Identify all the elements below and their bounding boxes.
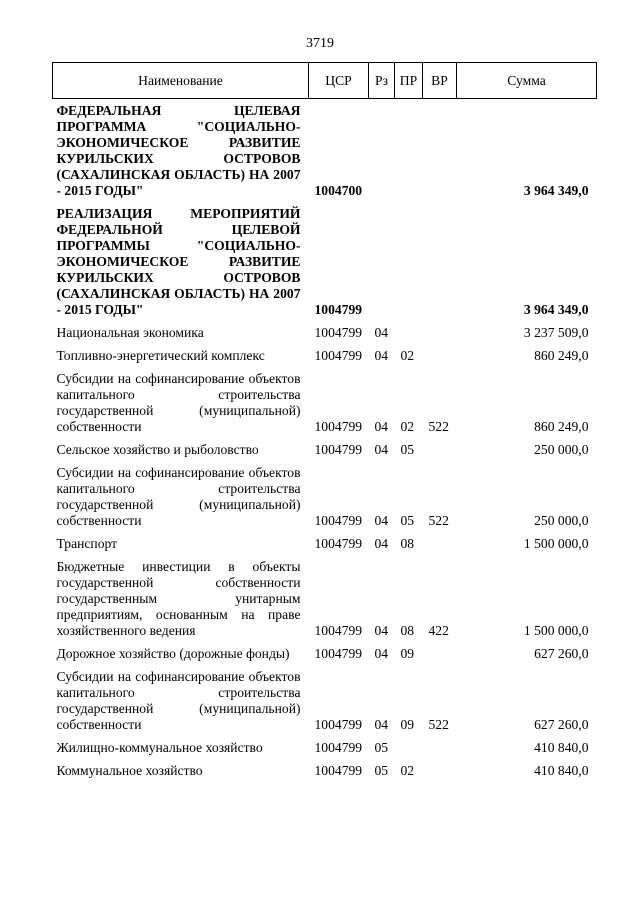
row-rz: 04 [374, 536, 389, 551]
budget-table [52, 62, 597, 779]
table-row [53, 199, 597, 318]
table-row [53, 639, 597, 662]
table-row [53, 756, 597, 779]
table-row [53, 662, 597, 733]
row-sum: 250 000,0 [534, 513, 589, 528]
row-csr: 1004799 [314, 513, 363, 528]
row-name: Субсидии на софинансирование объектов капитального строительства государственной (муниципальной) собственности [56, 371, 301, 434]
row-rz: 04 [374, 442, 389, 457]
row-pr [395, 99, 423, 200]
row-vr [423, 199, 457, 318]
row-sum: 1 500 000,0 [523, 623, 589, 638]
row-vr [423, 318, 457, 341]
row-pr: 02 [400, 763, 415, 778]
row-name: РЕАЛИЗАЦИЯ МЕРОПРИЯТИЙ ФЕДЕРАЛЬНОЙ ЦЕЛЕВОЙ ПРОГРАММЫ "СОЦИАЛЬНО-ЭКОНОМИЧЕСКОЕ РАЗВИТИЕ КУРИЛЬСКИХ ОСТРОВОВ (САХАЛИНСКАЯ ОБЛАСТЬ) НА 2007 - 2015 ГОДЫ" [56, 206, 301, 317]
row-sum: 1 500 000,0 [523, 536, 589, 551]
row-pr: 09 [400, 646, 415, 661]
row-sum: 3 237 509,0 [523, 325, 589, 340]
row-vr [423, 639, 457, 662]
row-pr: 05 [400, 513, 415, 528]
row-csr: 1004799 [314, 442, 363, 457]
row-sum: 860 249,0 [534, 348, 589, 363]
table-row [53, 318, 597, 341]
table-header [53, 63, 597, 99]
row-name: Коммунальное хозяйство [56, 763, 203, 778]
row-pr [395, 733, 423, 756]
row-csr: 1004700 [314, 183, 363, 198]
table-row [53, 552, 597, 639]
row-pr: 08 [400, 623, 415, 638]
row-sum: 627 260,0 [534, 646, 589, 661]
row-name: Транспорт [56, 536, 118, 551]
row-sum: 860 249,0 [534, 419, 589, 434]
header-pr: ПР [395, 63, 423, 99]
row-name: Субсидии на софинансирование объектов капитального строительства государственной (муниципальной) собственности [56, 669, 301, 732]
row-csr: 1004799 [314, 302, 363, 317]
row-vr [423, 435, 457, 458]
row-rz [369, 99, 395, 200]
header-vr: ВР [423, 63, 457, 99]
row-rz: 05 [374, 763, 389, 778]
table-row [53, 341, 597, 364]
row-vr: 422 [428, 623, 449, 638]
row-rz: 04 [374, 348, 389, 363]
table-row [53, 733, 597, 756]
row-rz: 04 [374, 646, 389, 661]
table-row [53, 435, 597, 458]
row-vr [423, 529, 457, 552]
row-name: Национальная экономика [56, 325, 204, 340]
page-number: 3719 [306, 36, 334, 51]
row-vr: 522 [428, 419, 449, 434]
row-csr: 1004799 [314, 348, 363, 363]
row-rz: 04 [374, 717, 389, 732]
row-pr [395, 318, 423, 341]
row-rz: 05 [374, 740, 389, 755]
row-sum: 410 840,0 [534, 740, 589, 755]
row-sum: 627 260,0 [534, 717, 589, 732]
header-name: Наименование [53, 63, 309, 99]
table-body [53, 99, 597, 780]
row-name: ФЕДЕРАЛЬНАЯ ЦЕЛЕВАЯ ПРОГРАММА "СОЦИАЛЬНО-ЭКОНОМИЧЕСКОЕ РАЗВИТИЕ КУРИЛЬСКИХ ОСТРОВОВ (САХАЛИНСКАЯ ОБЛАСТЬ) НА 2007 - 2015 ГОДЫ" [56, 103, 301, 198]
row-sum: 3 964 349,0 [523, 302, 589, 317]
table-row [53, 458, 597, 529]
header-csr: ЦСР [309, 63, 369, 99]
row-csr: 1004799 [314, 646, 363, 661]
row-csr: 1004799 [314, 717, 363, 732]
row-csr: 1004799 [314, 325, 363, 340]
row-sum: 3 964 349,0 [523, 183, 589, 198]
header-rz: Рз [369, 63, 395, 99]
row-csr: 1004799 [314, 419, 363, 434]
row-name: Сельское хозяйство и рыболовство [56, 442, 259, 457]
row-rz [369, 199, 395, 318]
row-rz: 04 [374, 623, 389, 638]
row-csr: 1004799 [314, 740, 363, 755]
row-pr: 02 [400, 348, 415, 363]
row-sum: 250 000,0 [534, 442, 589, 457]
row-name: Субсидии на софинансирование объектов капитального строительства государственной (муниципальной) собственности [56, 465, 301, 528]
row-sum: 410 840,0 [534, 763, 589, 778]
row-vr [423, 341, 457, 364]
row-rz: 04 [374, 513, 389, 528]
row-vr: 522 [428, 717, 449, 732]
row-pr: 09 [400, 717, 415, 732]
table-row [53, 99, 597, 200]
row-vr [423, 733, 457, 756]
row-name: Бюджетные инвестиции в объекты государственной собственности государственным унитарным предприятиям, основанным на праве хозяйственного ведения [56, 559, 301, 638]
row-vr [423, 99, 457, 200]
row-csr: 1004799 [314, 536, 363, 551]
row-pr: 02 [400, 419, 415, 434]
row-csr: 1004799 [314, 763, 363, 778]
row-pr [395, 199, 423, 318]
row-name: Дорожное хозяйство (дорожные фонды) [56, 646, 290, 661]
row-pr: 05 [400, 442, 415, 457]
table-row [53, 364, 597, 435]
table-row [53, 529, 597, 552]
row-vr [423, 756, 457, 779]
row-name: Жилищно-коммунальное хозяйство [56, 740, 263, 755]
row-csr: 1004799 [314, 623, 363, 638]
header-sum: Сумма [457, 63, 597, 99]
row-rz: 04 [374, 325, 389, 340]
row-name: Топливно-энергетический комплекс [56, 348, 265, 363]
row-vr: 522 [428, 513, 449, 528]
row-pr: 08 [400, 536, 415, 551]
row-rz: 04 [374, 419, 389, 434]
